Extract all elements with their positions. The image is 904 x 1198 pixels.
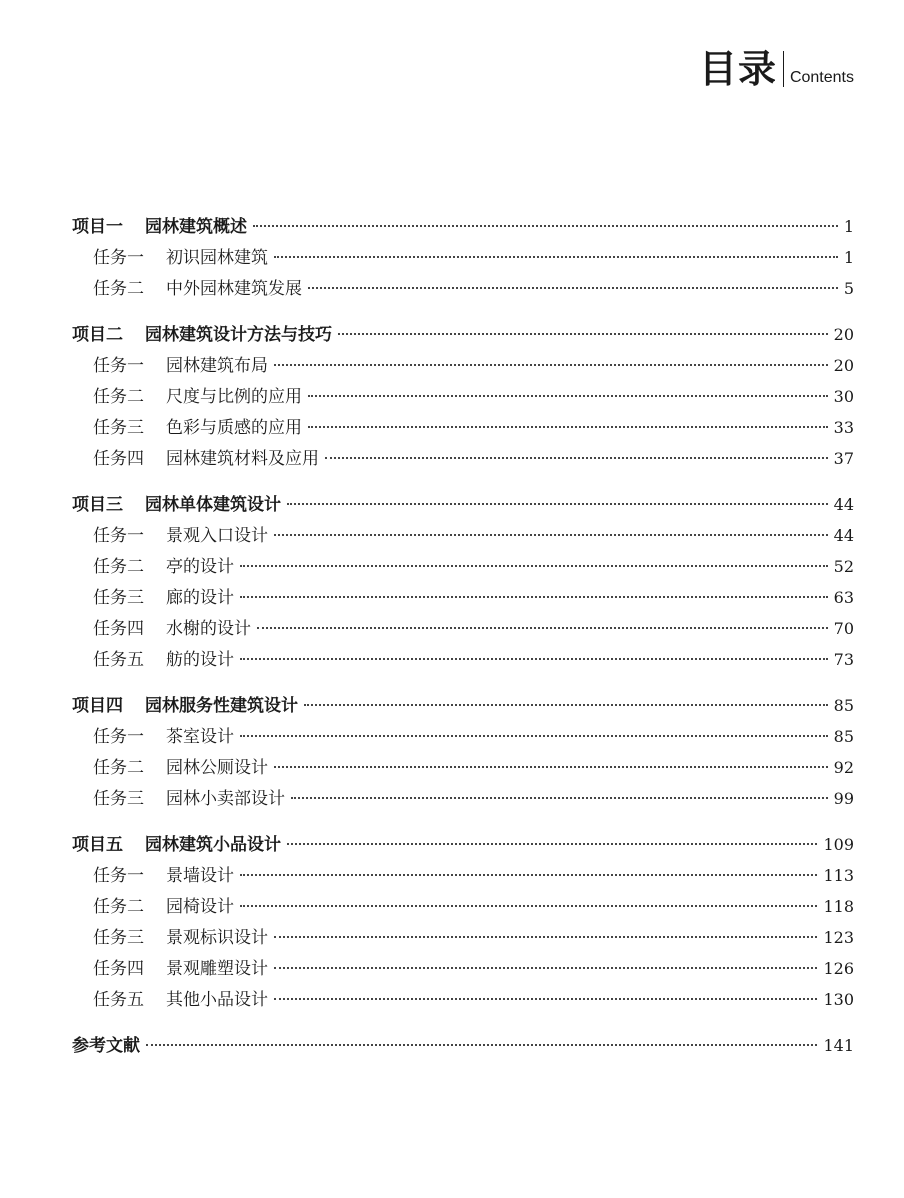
- toc-entry-number: 任务二: [93, 557, 144, 577]
- toc-entry-number: 任务四: [93, 959, 144, 979]
- toc-entry-number: 项目五: [72, 835, 123, 855]
- toc-entry-label: [93, 645, 234, 670]
- toc-entry-number: 任务三: [93, 789, 144, 809]
- page-title: 目录: [698, 47, 777, 91]
- toc-task-entry[interactable]: [72, 784, 854, 815]
- toc-entry-label: [93, 784, 285, 809]
- toc-task-entry[interactable]: [72, 753, 854, 784]
- toc-entry-title: 初识园林建筑: [166, 248, 268, 268]
- dot-leader: [287, 503, 828, 505]
- toc-entry-label: [72, 490, 281, 515]
- toc-project-entry[interactable]: [72, 691, 854, 722]
- toc-page-number: 44: [833, 526, 854, 545]
- dot-leader: [308, 426, 828, 428]
- toc-entry-title: 园林建筑材料及应用: [166, 449, 319, 469]
- toc-page-number: 85: [833, 696, 854, 715]
- toc-entry-title: 景观标识设计: [166, 928, 268, 948]
- dot-leader: [274, 256, 838, 258]
- toc-page-number: 73: [833, 650, 854, 669]
- toc-entry-label: [72, 320, 332, 345]
- toc-entry-number: 项目二: [72, 325, 123, 345]
- toc-task-entry[interactable]: [72, 351, 854, 382]
- toc-page-number: 123: [823, 928, 854, 947]
- toc-task-entry[interactable]: [72, 583, 854, 614]
- toc-entry-number: 任务一: [93, 866, 144, 886]
- toc-entry-number: 任务四: [93, 449, 144, 469]
- toc-entry-label: [93, 892, 234, 917]
- toc-entry-number: 任务五: [93, 650, 144, 670]
- toc-entry-label: [93, 583, 234, 608]
- dot-leader: [253, 225, 838, 227]
- toc-entry-number: 任务二: [93, 279, 144, 299]
- toc-page-number: 92: [833, 758, 854, 777]
- toc-entry-label: [93, 861, 234, 886]
- dot-leader: [240, 735, 828, 737]
- title-divider: [783, 51, 784, 87]
- toc-entry-label: [93, 243, 268, 268]
- toc-entry-label: [93, 382, 302, 407]
- toc-entry-number: 任务二: [93, 758, 144, 778]
- toc-entry-number: 任务五: [93, 990, 144, 1010]
- dot-leader: [308, 287, 838, 289]
- toc-task-entry[interactable]: [72, 243, 854, 274]
- section-gap: [72, 676, 854, 691]
- toc-page-number: 1: [843, 217, 854, 236]
- toc-task-entry[interactable]: [72, 892, 854, 923]
- dot-leader: [240, 905, 817, 907]
- toc-entry-title: 参考文献: [72, 1036, 140, 1056]
- toc-project-entry[interactable]: [72, 212, 854, 243]
- toc-entry-number: 任务一: [93, 248, 144, 268]
- section-gap: [72, 475, 854, 490]
- toc-entry-title: 水榭的设计: [166, 619, 251, 639]
- toc-entry-number: 项目三: [72, 495, 123, 515]
- dot-leader: [304, 704, 828, 706]
- dot-leader: [338, 333, 828, 335]
- toc-entry-number: 项目一: [72, 217, 123, 237]
- toc-entry-number: 任务一: [93, 727, 144, 747]
- toc-entry-title: 园林公厕设计: [166, 758, 268, 778]
- toc-task-entry[interactable]: [72, 413, 854, 444]
- dot-leader: [274, 967, 817, 969]
- toc-page-number: 52: [833, 557, 854, 576]
- toc-entry-title: 茶室设计: [166, 727, 234, 747]
- toc-task-entry[interactable]: [72, 923, 854, 954]
- toc-project-entry[interactable]: [72, 320, 854, 351]
- toc-page-number: 109: [823, 835, 854, 854]
- toc-page-number: 20: [833, 325, 854, 344]
- dot-leader: [291, 797, 828, 799]
- dot-leader: [240, 874, 817, 876]
- toc-entry-title: 中外园林建筑发展: [166, 279, 302, 299]
- toc-page-number: 63: [833, 588, 854, 607]
- toc-entry-label: [72, 830, 281, 855]
- toc-page-number: 113: [823, 866, 854, 885]
- toc-entry-label: [93, 722, 234, 747]
- toc-entry-title: 舫的设计: [166, 650, 234, 670]
- toc-entry-title: 园林建筑小品设计: [145, 835, 281, 855]
- toc-entry-title: 色彩与质感的应用: [166, 418, 302, 438]
- toc-entry-number: 任务一: [93, 526, 144, 546]
- toc-entry-title: 亭的设计: [166, 557, 234, 577]
- toc-entry-label: [93, 552, 234, 577]
- toc-page-number: 5: [843, 279, 854, 298]
- toc-task-entry[interactable]: [72, 552, 854, 583]
- toc-references-entry[interactable]: [72, 1031, 854, 1062]
- toc-entry-number: 任务三: [93, 928, 144, 948]
- toc-entry-label: [93, 351, 268, 376]
- dot-leader: [287, 843, 817, 845]
- toc-entry-title: 景墙设计: [166, 866, 234, 886]
- dot-leader: [274, 998, 817, 1000]
- toc-entry-label: [93, 274, 302, 299]
- toc-entry-title: 园林小卖部设计: [166, 789, 285, 809]
- toc-task-entry[interactable]: [72, 645, 854, 676]
- toc-entry-label: [72, 691, 298, 716]
- dot-leader: [325, 457, 828, 459]
- toc-entry-number: 任务二: [93, 387, 144, 407]
- toc-entry-title: 园林建筑概述: [145, 217, 247, 237]
- section-gap: [72, 815, 854, 830]
- page-subtitle: Contents: [789, 69, 854, 86]
- toc-entry-title: 园林单体建筑设计: [145, 495, 281, 515]
- dot-leader: [240, 596, 828, 598]
- dot-leader: [257, 627, 828, 629]
- toc-page-number: 118: [823, 897, 854, 916]
- toc-page-number: 20: [833, 356, 854, 375]
- toc-entry-label: [72, 212, 247, 237]
- dot-leader: [308, 395, 828, 397]
- toc-entry-title: 廊的设计: [166, 588, 234, 608]
- toc-page-number: 85: [833, 727, 854, 746]
- toc-task-entry[interactable]: [72, 722, 854, 753]
- toc-entry-label: [93, 614, 251, 639]
- toc-task-entry[interactable]: [72, 614, 854, 645]
- toc-task-entry[interactable]: [72, 985, 854, 1016]
- toc-task-entry[interactable]: [72, 521, 854, 552]
- toc-entry-title: 园林建筑设计方法与技巧: [145, 325, 332, 345]
- toc-page-number: 1: [843, 248, 854, 267]
- dot-leader: [274, 936, 817, 938]
- toc-task-entry[interactable]: [72, 954, 854, 985]
- toc-entry-title: 其他小品设计: [166, 990, 268, 1010]
- toc-entry-number: 任务三: [93, 588, 144, 608]
- toc-entry-title: 园椅设计: [166, 897, 234, 917]
- toc-entry-number: 任务三: [93, 418, 144, 438]
- toc-entry-label: [93, 413, 302, 438]
- toc-entry-title: 景观雕塑设计: [166, 959, 268, 979]
- toc-page-number: 130: [823, 990, 854, 1009]
- toc-entry-title: 园林服务性建筑设计: [145, 696, 298, 716]
- dot-leader: [240, 565, 828, 567]
- toc-entry-number: 项目四: [72, 696, 123, 716]
- page-header: [698, 47, 854, 91]
- dot-leader: [274, 534, 828, 536]
- table-of-contents: [72, 212, 854, 1062]
- toc-entry-number: 任务二: [93, 897, 144, 917]
- dot-leader: [240, 658, 828, 660]
- toc-page-number: 33: [833, 418, 854, 437]
- dot-leader: [274, 364, 828, 366]
- toc-page-number: 126: [823, 959, 854, 978]
- section-gap: [72, 1016, 854, 1031]
- toc-project-entry[interactable]: [72, 830, 854, 861]
- dot-leader: [274, 766, 828, 768]
- section-gap: [72, 305, 854, 320]
- toc-entry-label: [93, 985, 268, 1010]
- toc-entry-title: 尺度与比例的应用: [166, 387, 302, 407]
- toc-entry-number: 任务一: [93, 356, 144, 376]
- toc-entry-label: [72, 1031, 140, 1056]
- toc-task-entry[interactable]: [72, 274, 854, 305]
- toc-page-number: 99: [833, 789, 854, 808]
- toc-task-entry[interactable]: [72, 382, 854, 413]
- toc-page-number: 141: [823, 1036, 854, 1055]
- toc-entry-title: 景观入口设计: [166, 526, 268, 546]
- dot-leader: [146, 1044, 817, 1046]
- toc-page-number: 70: [833, 619, 854, 638]
- toc-page-number: 30: [833, 387, 854, 406]
- toc-entry-label: [93, 753, 268, 778]
- toc-entry-label: [93, 954, 268, 979]
- toc-entry-label: [93, 521, 268, 546]
- toc-entry-title: 园林建筑布局: [166, 356, 268, 376]
- toc-task-entry[interactable]: [72, 444, 854, 475]
- toc-entry-label: [93, 444, 319, 469]
- toc-page-number: 37: [833, 449, 854, 468]
- toc-project-entry[interactable]: [72, 490, 854, 521]
- toc-entry-number: 任务四: [93, 619, 144, 639]
- toc-page-number: 44: [833, 495, 854, 514]
- toc-task-entry[interactable]: [72, 861, 854, 892]
- toc-entry-label: [93, 923, 268, 948]
